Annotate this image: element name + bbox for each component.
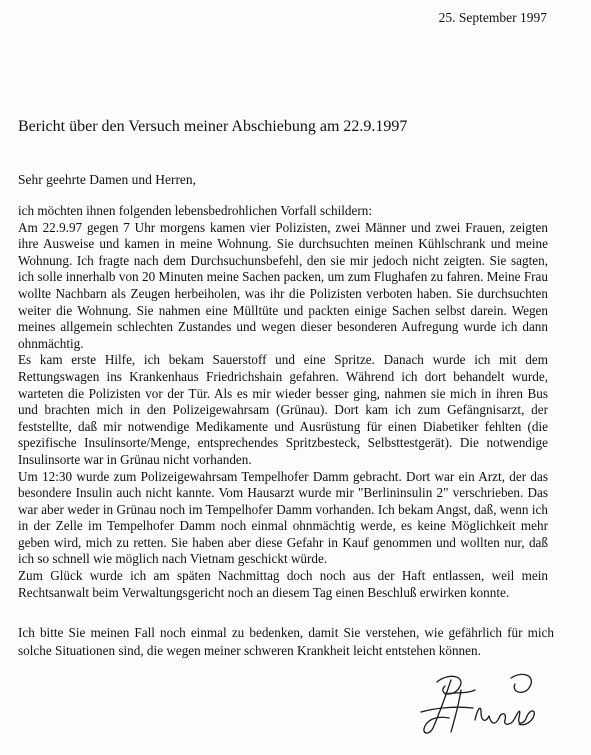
letter-salutation: Sehr geehrte Damen und Herren, xyxy=(18,172,197,187)
letter-closing: Ich bitte Sie meinen Fall noch einmal zu bedenken, damit Sie verstehen, wie gefährlich für mich solche Situationen sind, die wegen meiner schweren Krankheit leicht entstehen können. xyxy=(18,625,554,658)
letter-subject: Bericht über den Versuch meiner Abschiebung am 22.9.1997 xyxy=(18,118,408,135)
letter-body xyxy=(18,203,548,601)
body-paragraph-custody: Um 12:30 wurde zum Polizeigewahrsam Tempelhofer Damm gebracht. Dort war ein Arzt, der das besondere Insulin auch nicht kannte. Vom Hausarzt wurde mir "Berlininsulin 2" verschrieben. Das war aber weder in Grünau noch im Tempelhofer Damm vorhanden. Ich bekam Angst, daß, wenn ich in der Zelle im Tempelhofer Damm noch einmal ohnmächtig werde, es keine Möglichkeit mehr geben wird, mich zu retten. Sie haben aber diese Gefahr in Kauf genommen und wollten nur, daß ich so schnell wie möglich nach Vietnam geschickt würde. xyxy=(18,468,548,567)
body-paragraph-arrival: Am 22.9.97 gegen 7 Uhr morgens kamen vier Polizisten, zwei Männer und zwei Frauen, zeigten ihre Ausweise und kamen in meine Wohnung. Sie durchsuchten meinen Kühlschrank und meine Wohnung. Ich fragte nach dem Durchsuchunsbefehl, den sie mir jedoch nicht zeigten. Sie sagten, ich solle innerhalb von 20 Minuten meine Sachen packen, um zum Flughafen zu fahren. Meine Frau wollte Nachbarn als Zeugen herbeiholen, was ihr die Polizisten verboten haben. Sie durchsuchten weiter die Wohnung. Sie nahmen eine Mülltüte und packten einige Sachen selbst darein. Wegen meines allgemein schlechten Zustandes und wegen dieser besonderen Aufregung wurde ich dann ohnmächtig. xyxy=(18,219,548,351)
body-paragraph-hospital: Es kam erste Hilfe, ich bekam Sauerstoff und eine Spritze. Danach wurde ich mit dem Rettungswagen ins Krankenhaus Friedrichshain gefahren. Während ich dort behandelt wurde, warteten die Polizisten vor der Tür. Als es mir wieder besser ging, nahmen sie mich in ihren Bus und brachten mich in den Polizeigewahrsam (Grünau). Dort kam ich zum Gefängnisarzt, der feststellte, daß mir notwendige Medikamente und Ausrüstung für einen Diabetiker fehlten (die spezifische Insulinsorte/Menge, entsprechendes Spritzbesteck, Selbsttestgerät). Die notwendige Insulinsorte war in Grünau nicht vorhanden. xyxy=(18,352,548,467)
letter-date: 25. September 1997 xyxy=(438,10,547,25)
body-paragraph-release: Zum Glück wurde ich am späten Nachmittag doch noch aus der Haft entlassen, weil mein Rechtsanwalt beim Verwaltungsgericht noch an diesem Tag einen Beschluß erwirken konnte. xyxy=(18,568,548,600)
handwritten-signature-icon xyxy=(415,668,545,743)
body-paragraph-intro: ich möchten ihnen folgenden lebensbedrohlichen Vorfall schildern: xyxy=(18,203,373,218)
